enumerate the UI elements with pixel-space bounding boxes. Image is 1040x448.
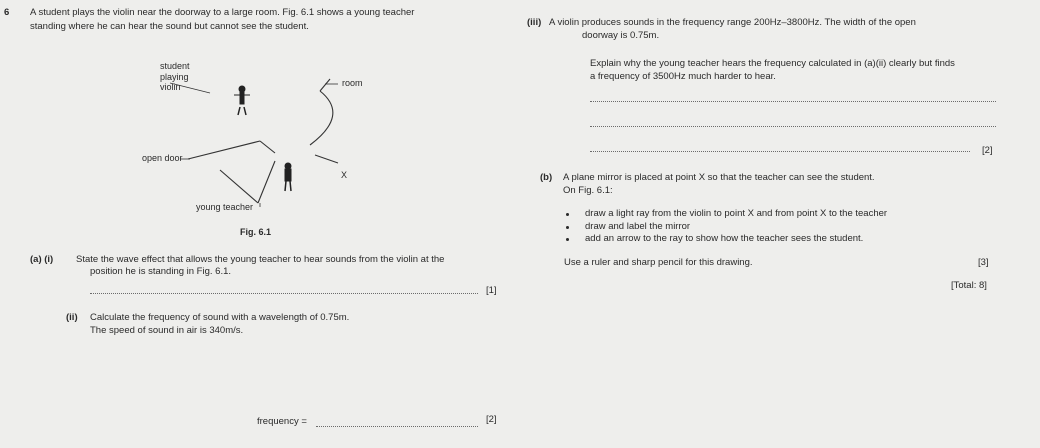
student-icon: [234, 86, 250, 115]
figure-6-1: [110, 55, 360, 215]
figure-caption: Fig. 6.1: [240, 227, 272, 237]
part-a-iii-text-line2: doorway is 0.75m.: [582, 30, 660, 41]
door-edge-left: [220, 170, 258, 203]
part-a-iii-answer-line1[interactable]: [590, 101, 996, 102]
part-a-i-text-line1: State the wave effect that allows the young teacher to hear sounds from the violin at the: [76, 254, 445, 265]
part-b-bullet2: draw and label the mirror: [585, 221, 691, 232]
bullet-3: [566, 238, 569, 241]
part-a-iii-text-line3: Explain why the young teacher hears the frequency calculated in (a)(ii) clearly but finds: [590, 58, 955, 69]
label-young-teacher: young teacher: [196, 202, 254, 212]
door-edge-top: [188, 141, 260, 159]
part-b-bullet1: draw a light ray from the violin to point X and from point X to the teacher: [585, 208, 888, 219]
part-a-ii-text-line2: The speed of sound in air is 340m/s.: [90, 325, 244, 336]
part-b-text-line1: A plane mirror is placed at point X so that the teacher can see the student.: [563, 172, 875, 183]
point-x-line: [315, 155, 338, 163]
part-a-iii-label: (iii): [527, 17, 542, 28]
part-b-instruction: Use a ruler and sharp pencil for this drawing.: [564, 257, 753, 268]
part-a-ii-label: (ii): [66, 312, 78, 323]
part-a-iii-text-line1: A violin produces sounds in the frequency range 200Hz–3800Hz. The width of the open: [549, 17, 916, 28]
part-a-iii-answer-line2[interactable]: [590, 126, 996, 127]
part-a-i-label: (a) (i): [30, 254, 54, 265]
frequency-answer-line[interactable]: [316, 426, 478, 427]
part-a-iii-text-line4: a frequency of 3500Hz much harder to hear.: [590, 71, 776, 82]
label-room: room: [342, 78, 363, 88]
room-wall-curve: [310, 91, 333, 145]
part-b-bullet3: add an arrow to the ray to show how the teacher sees the student.: [585, 233, 864, 244]
part-b-label: (b): [540, 172, 553, 183]
part-a-iii-marks: [2]: [982, 145, 993, 156]
label-violin: violin: [160, 82, 181, 92]
part-b-marks: [3]: [978, 257, 989, 268]
part-a-iii-answer-line3[interactable]: [590, 151, 970, 152]
door-edge-right: [260, 141, 275, 153]
part-a-ii-marks: [2]: [486, 414, 497, 425]
part-a-ii-text-line1: Calculate the frequency of sound with a wavelength of 0.75m.: [90, 312, 350, 323]
bullet-2: [566, 226, 569, 229]
door-edge-bottom: [258, 161, 275, 203]
frequency-answer-label: frequency =: [257, 416, 307, 427]
question-number: 6: [4, 7, 10, 18]
total-marks: [Total: 8]: [951, 280, 987, 291]
label-open-door: open door: [142, 153, 183, 163]
part-a-i-answer-line[interactable]: [90, 293, 478, 294]
label-x: X: [341, 170, 348, 180]
question-intro-line2: standing where he can hear the sound but cannot see the student.: [30, 21, 309, 32]
bullet-1: [566, 213, 569, 216]
part-a-i-marks: [1]: [486, 285, 497, 296]
question-intro-line1: A student plays the violin near the doorway to a large room. Fig. 6.1 shows a young teacher: [30, 7, 415, 18]
part-b-text-line2: On Fig. 6.1:: [563, 185, 613, 196]
teacher-icon: [285, 163, 291, 191]
label-student: student: [160, 61, 190, 71]
label-playing: playing: [160, 72, 189, 82]
room-wall-upper: [320, 79, 330, 91]
part-a-i-text-line2: position he is standing in Fig. 6.1.: [90, 266, 232, 277]
